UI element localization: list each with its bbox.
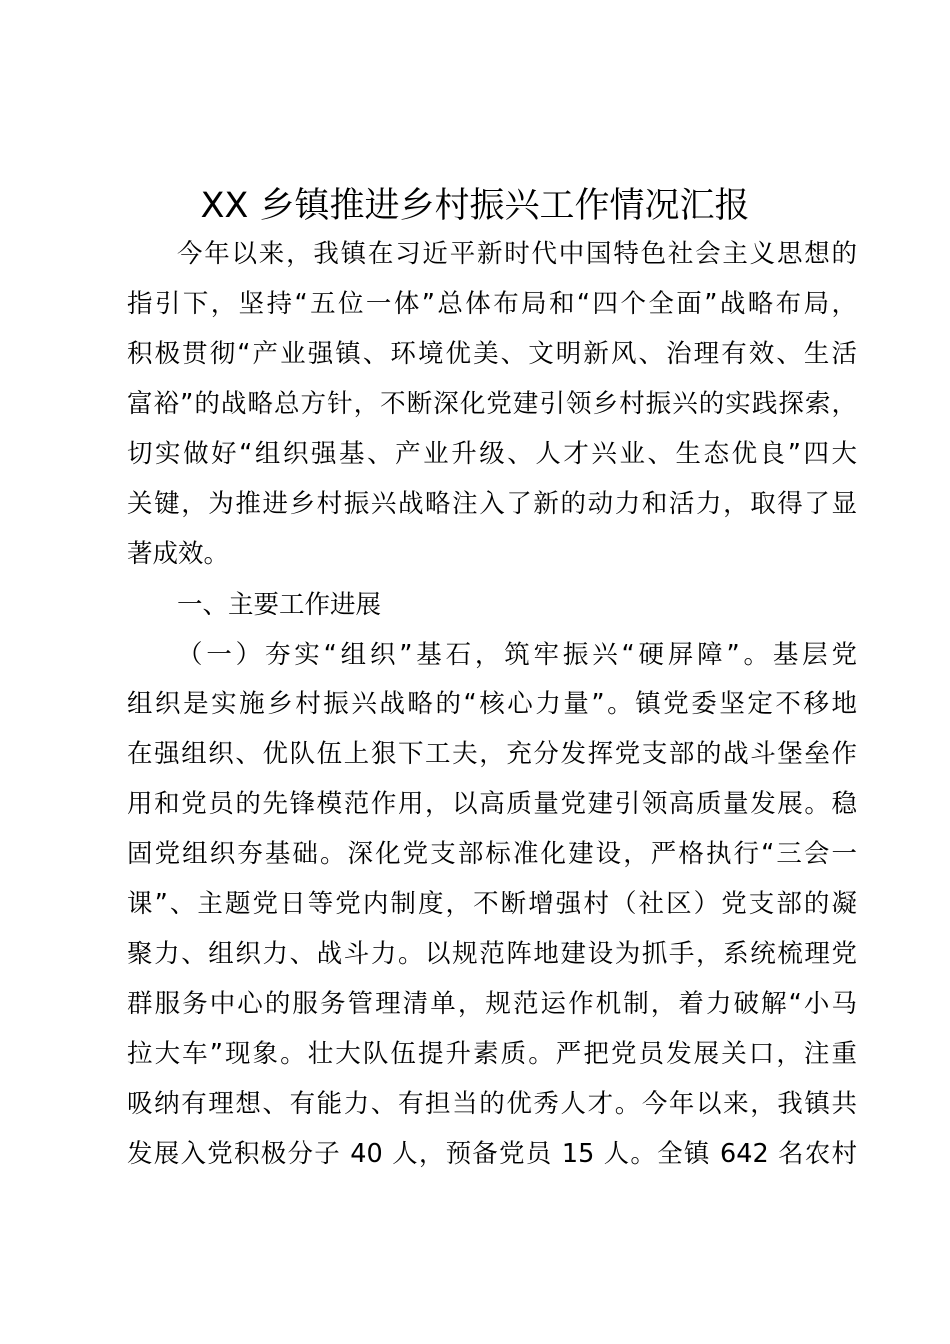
paragraph-line: 用和党员的先锋模范作用，以高质量党建引领高质量发展。稳 <box>127 789 857 819</box>
paragraph-line: 富裕”的战略总方针，不断深化党建引领乡村振兴的实践探索， <box>127 389 857 419</box>
paragraph-line: 在强组织、优队伍上狠下工夫，充分发挥党支部的战斗堡垒作 <box>127 739 857 769</box>
paragraph-line: 组织是实施乡村振兴战略的“核心力量”。镇党委坚定不移地 <box>127 689 857 719</box>
paragraph-line: 固党组织夯基础。深化党支部标准化建设，严格执行“三会一 <box>127 839 857 869</box>
paragraph-line: 拉大车”现象。壮大队伍提升素质。严把党员发展关口，注重 <box>127 1039 857 1069</box>
document-title: XX 乡镇推进乡村振兴工作情况汇报 <box>200 186 750 226</box>
paragraph-line: 关键，为推进乡村振兴战略注入了新的动力和活力，取得了显 <box>127 489 857 519</box>
paragraph-line: 吸纳有理想、有能力、有担当的优秀人才。今年以来，我镇共 <box>127 1089 857 1119</box>
section-heading: 一、主要工作进展 <box>177 590 382 620</box>
paragraph-line: 指引下，坚持“五位一体”总体布局和“四个全面”战略布局， <box>127 289 857 319</box>
paragraph-line: 著成效。 <box>127 539 230 569</box>
paragraph-line: 发展入党积极分子 40 人，预备党员 15 人。全镇 642 名农村 <box>127 1139 857 1169</box>
paragraph-line: 群服务中心的服务管理清单，规范运作机制，着力破解“小马 <box>127 989 857 1019</box>
paragraph-line: 今年以来，我镇在习近平新时代中国特色社会主义思想的 <box>177 239 857 269</box>
paragraph-line: 课”、主题党日等党内制度，不断增强村（社区）党支部的凝 <box>127 889 857 919</box>
paragraph-line: 切实做好“组织强基、产业升级、人才兴业、生态优良”四大 <box>127 439 857 469</box>
paragraph-line: 积极贯彻“产业强镇、环境优美、文明新风、治理有效、生活 <box>127 339 857 369</box>
paragraph-line: （一）夯实“组织”基石，筑牢振兴“硬屏障”。基层党 <box>177 640 857 670</box>
paragraph-line: 聚力、组织力、战斗力。以规范阵地建设为抓手，系统梳理党 <box>127 939 857 969</box>
